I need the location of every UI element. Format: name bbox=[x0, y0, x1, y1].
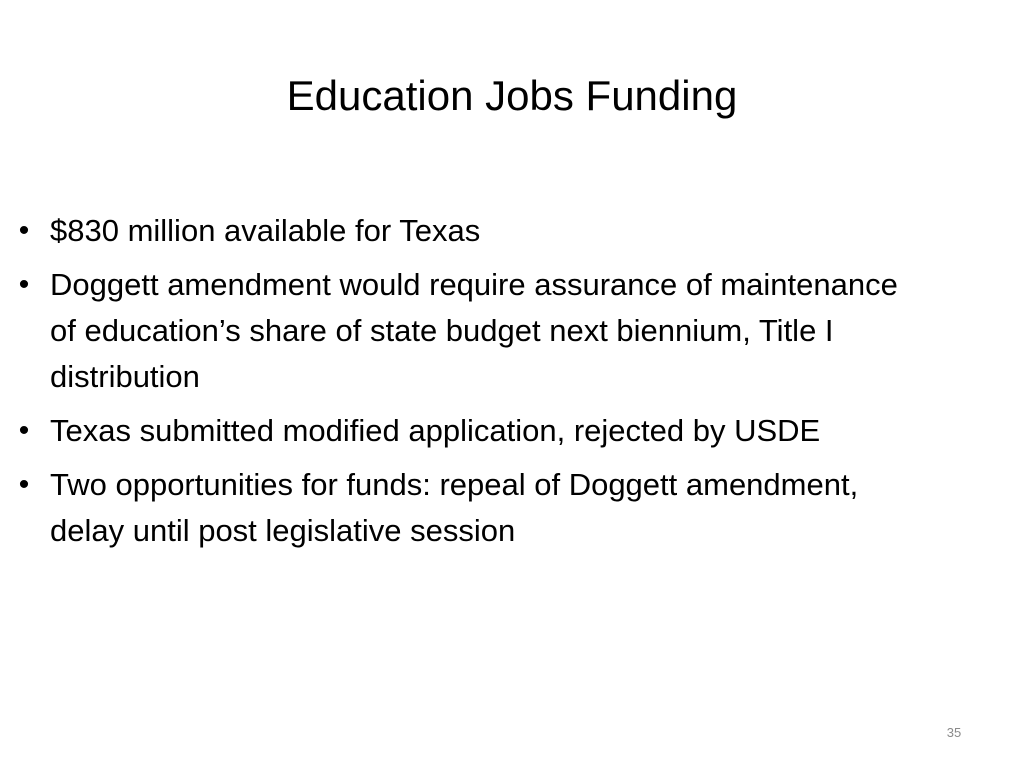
bullet-list bbox=[14, 208, 914, 562]
bullet-marker: • bbox=[18, 414, 30, 447]
bullet-item bbox=[14, 208, 914, 254]
bullet-text: Texas submitted modified application, rejected by USDE bbox=[50, 413, 821, 448]
bullet-text: Two opportunities for funds: repeal of Doggett amendment, delay until post legislative session bbox=[50, 467, 859, 548]
bullet-item bbox=[14, 408, 914, 454]
bullet-marker: • bbox=[18, 268, 30, 301]
slide-title: Education Jobs Funding bbox=[286, 72, 738, 119]
slide-number: 35 bbox=[946, 725, 962, 740]
bullet-marker: • bbox=[18, 214, 30, 247]
bullet-text: $830 million available for Texas bbox=[50, 213, 481, 248]
bullet-marker: • bbox=[18, 468, 30, 501]
bullet-item bbox=[14, 462, 914, 554]
bullet-text: Doggett amendment would require assurance of maintenance of education’s share of state budget next biennium, Title I distribution bbox=[50, 267, 898, 394]
bullet-item bbox=[14, 262, 914, 400]
